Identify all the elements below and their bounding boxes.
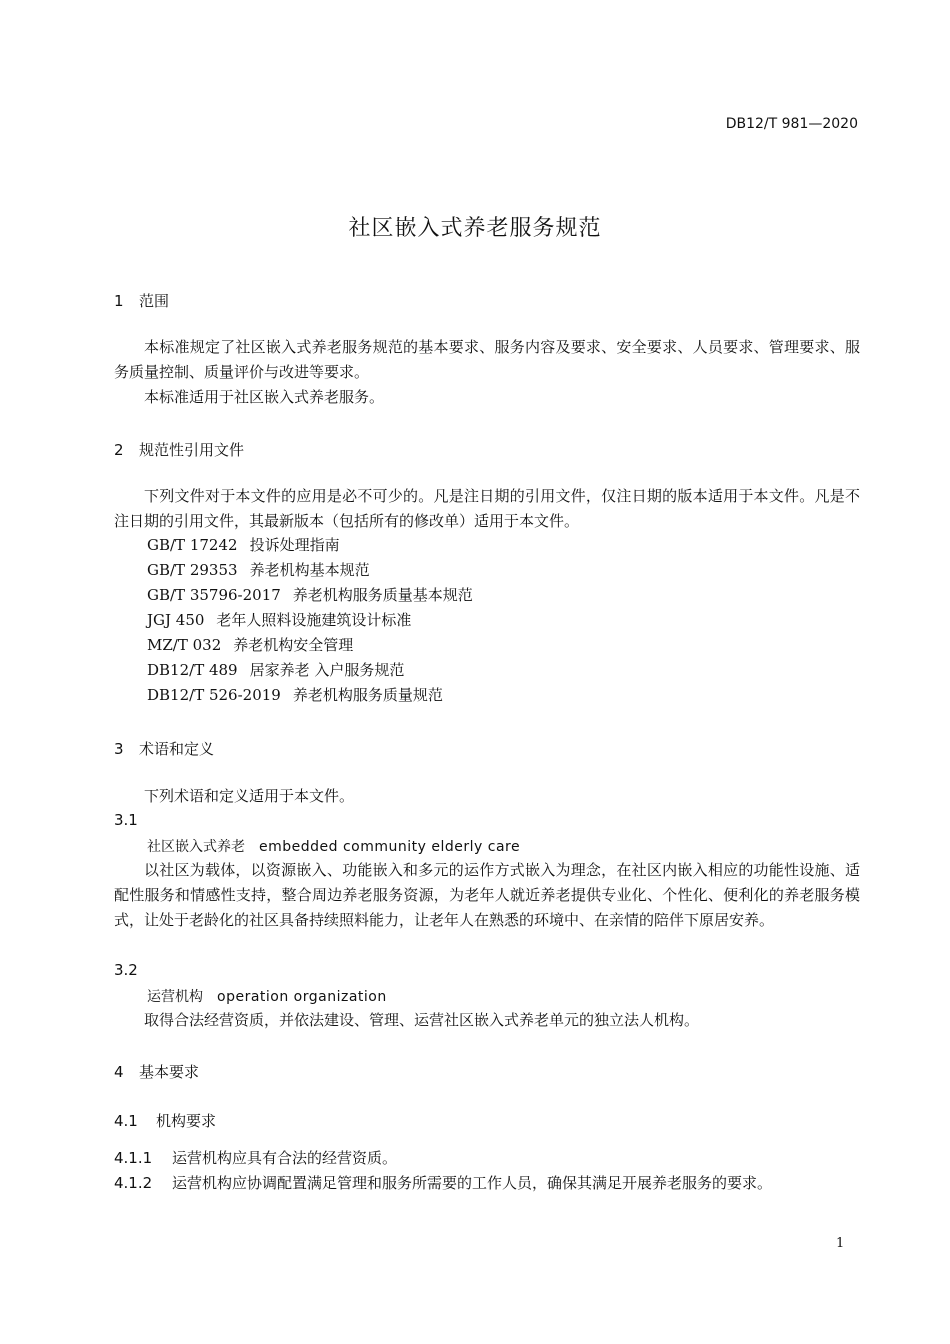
clause	[114, 1147, 397, 1168]
page-number: 1	[836, 1236, 845, 1251]
reference-code: JGJ 450	[147, 611, 205, 629]
paragraph: 本标准规定了社区嵌入式养老服务规范的基本要求、服务内容及要求、安全要求、人员要求、管理要求、服务质量控制、质量评价与改进等要求。	[114, 338, 860, 381]
subsection-heading	[114, 1110, 216, 1131]
clause-text: 运营机构应协调配置满足管理和服务所需要的工作人员，确保其满足开展养老服务的要求。	[172, 1174, 773, 1192]
term-definition: 以社区为载体，以资源嵌入、功能嵌入和多元的运作方式嵌入为理念，在社区内嵌入相应的功能性设施、适配性服务和情感性支持，整合周边养老服务资源，为老年人就近养老提供专业化、个性化、便利化的养老服务模式，让处于老龄化的社区具备持续照料能力，让老年人在熟悉的环境中、在亲情的陪伴下原居安养。	[114, 861, 860, 929]
reference-name: 养老机构安全管理	[233, 636, 354, 654]
reference-code: GB/T 17242	[147, 536, 238, 554]
reference-code: GB/T 29353	[147, 561, 238, 579]
reference-item	[147, 609, 411, 630]
section-title: 规范性引用文件	[139, 441, 245, 459]
paragraph: 下列文件对于本文件的应用是必不可少的。凡是注日期的引用文件，仅注日期的版本适用于本文件。凡是不注日期的引用文件，其最新版本（包括所有的修改单）适用于本文件。	[114, 487, 860, 530]
section-3-heading	[114, 738, 214, 759]
term-english: embedded community elderly care	[259, 839, 521, 855]
section-number: 1	[114, 292, 124, 310]
reference-code: DB12/T 526-2019	[147, 686, 281, 704]
document-title: 社区嵌入式养老服务规范	[348, 216, 602, 241]
section-number: 2	[114, 441, 124, 459]
section-4-heading	[114, 1061, 199, 1082]
clause-number: 4.1.2	[114, 1174, 153, 1192]
subsection-title: 机构要求	[156, 1112, 217, 1130]
section-1-heading	[114, 290, 169, 311]
term-number: 3.1	[114, 811, 138, 829]
section-title: 基本要求	[139, 1063, 200, 1081]
reference-code: DB12/T 489	[147, 661, 238, 679]
section-2-heading	[114, 439, 244, 460]
term-heading	[147, 986, 387, 1006]
reference-name: 老年人照料设施建筑设计标准	[216, 611, 412, 629]
clause	[114, 1172, 772, 1193]
document-code: DB12/T 981—2020	[725, 116, 858, 132]
reference-code: MZ/T 032	[147, 636, 222, 654]
section-title: 术语和定义	[139, 740, 215, 758]
term-chinese: 社区嵌入式养老	[147, 839, 245, 855]
section-number: 4	[114, 1063, 124, 1081]
reference-name: 投诉处理指南	[249, 536, 340, 554]
term-chinese: 运营机构	[147, 989, 203, 1005]
reference-name: 养老机构基本规范	[249, 561, 370, 579]
subsection-number: 4.1	[114, 1112, 138, 1130]
paragraph: 下列术语和定义适用于本文件。	[144, 787, 355, 805]
reference-item	[147, 634, 353, 655]
clause-number: 4.1.1	[114, 1149, 153, 1167]
section-title: 范围	[139, 292, 170, 310]
reference-name: 养老机构服务质量基本规范	[292, 586, 473, 604]
reference-item	[147, 559, 370, 580]
paragraph: 本标准适用于社区嵌入式养老服务。	[144, 388, 385, 406]
reference-item	[147, 659, 404, 680]
term-heading	[147, 836, 520, 856]
reference-code: GB/T 35796-2017	[147, 586, 281, 604]
reference-item	[147, 684, 443, 705]
reference-item	[147, 584, 473, 605]
section-number: 3	[114, 740, 124, 758]
term-english: operation organization	[217, 989, 387, 1005]
reference-name: 养老机构服务质量规范	[292, 686, 443, 704]
term-definition: 取得合法经营资质，并依法建设、管理、运营社区嵌入式养老单元的独立法人机构。	[144, 1011, 700, 1029]
reference-item	[147, 534, 340, 555]
reference-name: 居家养老 入户服务规范	[249, 661, 405, 679]
term-number: 3.2	[114, 961, 138, 979]
clause-text: 运营机构应具有合法的经营资质。	[172, 1149, 398, 1167]
